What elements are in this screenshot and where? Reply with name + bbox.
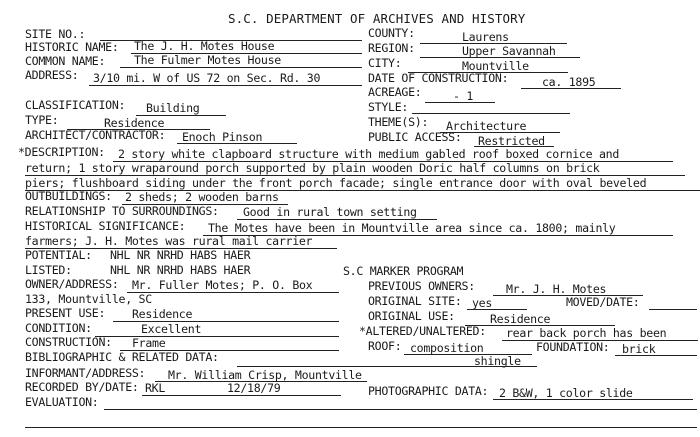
bibliographic-line <box>237 366 537 367</box>
recorded-by-value: RKL <box>145 381 166 395</box>
condition-value: Excellent <box>141 322 202 336</box>
altered-label: *ALTERED/UNALTERED: <box>359 324 486 338</box>
foundation-label: FOUNDATION: <box>536 340 610 354</box>
owner-line-1 <box>127 292 339 293</box>
recorded-label: RECORDED BY/DATE: <box>25 380 139 394</box>
outbuildings-label: OUTBUILDINGS: <box>25 189 112 203</box>
listed-label: LISTED: <box>25 263 72 277</box>
construction-label: CONSTRUCTION: <box>25 335 112 349</box>
county-label: COUNTY: <box>368 26 415 40</box>
date-construction-line <box>521 88 621 89</box>
type-label: TYPE: <box>25 113 59 127</box>
form-title: S.C. DEPARTMENT OF ARCHIVES AND HISTORY <box>228 11 526 26</box>
foundation-value: brick <box>622 342 656 356</box>
common-name-value: The Fulmer Motes House <box>134 53 281 67</box>
date-construction-value: ca. 1895 <box>542 75 596 89</box>
architect-line <box>177 143 297 144</box>
acreage-value: - 1 <box>453 89 474 103</box>
acreage-line <box>425 102 495 103</box>
recorded-line <box>142 395 341 396</box>
marker-program-label: S.C MARKER PROGRAM <box>343 264 464 278</box>
relationship-line <box>237 219 437 220</box>
site-no-label: SITE NO.: <box>25 27 86 41</box>
county-value: Laurens <box>462 30 509 44</box>
moved-date-label: MOVED/DATE: <box>566 295 640 309</box>
original-site-label: ORIGINAL SITE: <box>368 294 462 308</box>
condition-label: CONDITION: <box>25 321 92 335</box>
previous-owners-value: Mr. J. H. Motes <box>506 282 607 296</box>
moved-date-line <box>649 309 697 310</box>
architect-label: ARCHITECT/CONTRACTOR: <box>25 128 166 142</box>
significance-line-2: farmers; J. H. Motes was rural mail carrier <box>25 234 313 248</box>
type-value: Residence <box>104 116 165 130</box>
public-access-label: PUBLIC ACCESS: <box>368 130 462 144</box>
owner-value-1: Mr. Fuller Motes; P. O. Box <box>132 278 313 292</box>
historic-name-label: HISTORIC NAME: <box>25 40 119 54</box>
present-use-value: Residence <box>132 307 193 321</box>
significance-label: HISTORICAL SIGNIFICANCE: <box>25 219 186 233</box>
relationship-value: Good in rural town setting <box>243 205 417 219</box>
style-line <box>412 113 570 114</box>
common-name-label: COMMON NAME: <box>25 54 106 68</box>
construction-value: Frame <box>132 336 166 350</box>
roof-value-1: composition <box>410 341 484 355</box>
description-line-2: return; 1 story wraparound porch supported by plain wooden Doric half columns on brick <box>25 161 600 175</box>
theme-value: Architecture <box>446 119 527 133</box>
photographic-line <box>493 399 693 400</box>
roof-label: ROOF: <box>368 339 402 353</box>
region-value: Upper Savannah <box>462 44 556 58</box>
evaluation-line-2 <box>25 427 697 428</box>
address-value: 3/10 mi. W of US 72 on Sec. Rd. 30 <box>93 71 321 85</box>
original-site-line <box>467 309 527 310</box>
region-label: REGION: <box>368 41 415 55</box>
original-use-label: ORIGINAL USE: <box>368 309 455 323</box>
owner-label: OWNER/ADDRESS: <box>25 277 119 291</box>
common-name-line <box>120 67 362 68</box>
relationship-label: RELATIONSHIP TO SURROUNDINGS: <box>25 204 219 218</box>
present-use-label: PRESENT USE: <box>25 306 106 320</box>
roof-value-2: shingle <box>474 354 521 368</box>
description-label: *DESCRIPTION: <box>18 145 105 159</box>
photographic-label: PHOTOGRAPHIC DATA: <box>368 384 489 398</box>
altered-value: rear back porch has been <box>506 326 667 340</box>
recorded-date-value: 12/18/79 <box>227 381 281 395</box>
style-label: STYLE: <box>368 100 409 114</box>
evaluation-line-1 <box>104 409 697 410</box>
foundation-line <box>615 355 697 356</box>
potential-label: POTENTIAL: <box>25 248 92 262</box>
theme-label: THEME(S): <box>368 115 429 129</box>
original-use-value: Residence <box>490 312 551 326</box>
outbuildings-value: 2 sheds; 2 wooden barns <box>125 190 279 204</box>
informant-value: Mr. William Crisp, Mountville <box>168 368 362 382</box>
classification-value: Building <box>146 101 200 115</box>
original-site-value: yes <box>472 296 493 310</box>
previous-owners-label: PREVIOUS OWNERS: <box>368 279 475 293</box>
description-line-3: piers; flushboard siding under the front porch facade; single entrance door with oval beveled <box>25 176 647 190</box>
significance-line-1: The Motes have been in Mountville area since ca. 1800; mainly <box>208 221 616 235</box>
evaluation-label: EVALUATION: <box>25 395 99 409</box>
owner-value-2: 133, Mountville, SC <box>25 292 152 306</box>
bibliographic-label: BIBLIOGRAPHIC & RELATED DATA: <box>25 350 219 364</box>
description-line-1: 2 story white clapboard structure with medium gabled roof boxed cornice and <box>118 147 620 161</box>
city-value: Mountville <box>462 59 529 73</box>
photographic-value: 2 B&W, 1 color slide <box>499 386 633 400</box>
acreage-label: ACREAGE: <box>368 85 422 99</box>
historic-name-value: The J. H. Motes House <box>134 39 275 53</box>
architect-value: Enoch Pinson <box>182 130 263 144</box>
potential-codes: NHL NR NRHD HABS HAER <box>110 248 251 262</box>
address-label: ADDRESS: <box>25 68 79 82</box>
public-access-value: Restricted <box>478 134 545 148</box>
city-label: CITY: <box>368 56 402 70</box>
address-line <box>89 85 362 86</box>
listed-codes: NHL NR NRHD HABS HAER <box>110 263 251 277</box>
classification-label: CLASSIFICATION: <box>25 98 126 112</box>
date-construction-label: DATE OF CONSTRUCTION: <box>368 71 509 85</box>
informant-label: INFORMANT/ADDRESS: <box>25 366 146 380</box>
region-line <box>420 57 580 58</box>
